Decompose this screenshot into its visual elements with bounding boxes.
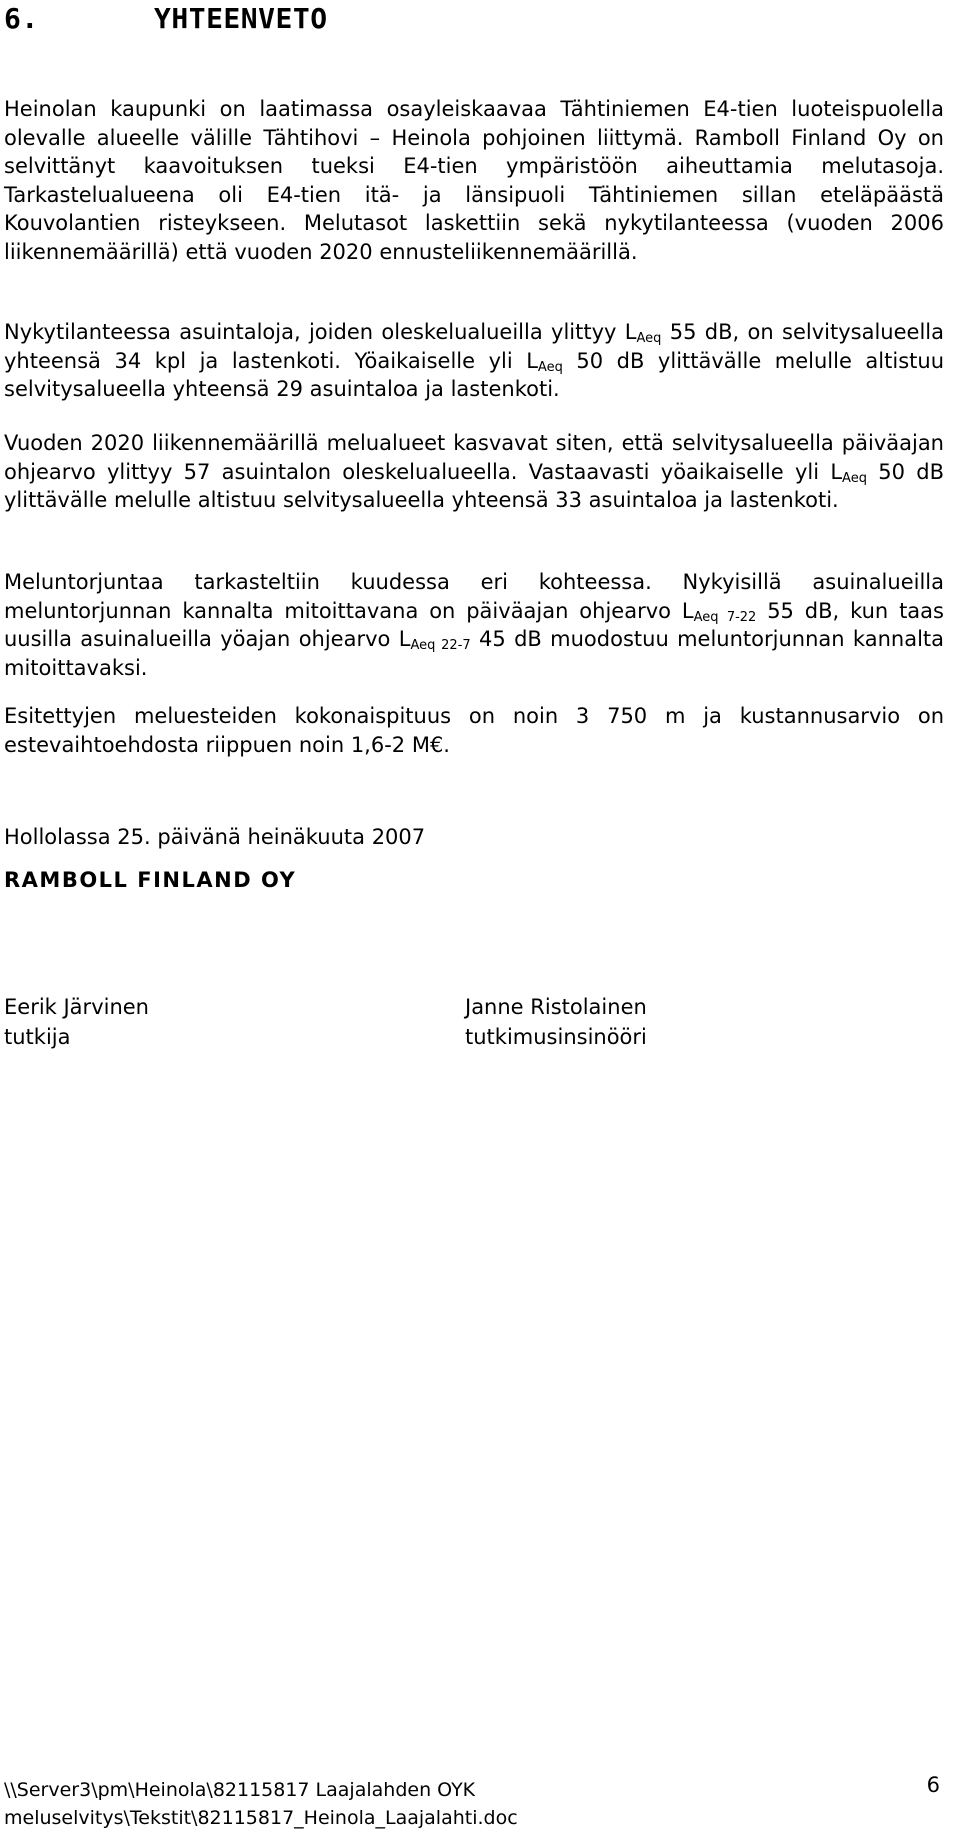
section-number: 6. [4,2,39,35]
signature-block [4,992,149,1052]
subscript: Aeq 22-7 [410,638,471,653]
footer-path-line: \\Server3\pm\Heinola\82115817 Laajalahden OYK [4,1779,476,1801]
subscript: Aeq [636,331,662,346]
page-number: 6 [926,1773,940,1797]
company-name: RAMBOLL FINLAND OY [4,868,297,892]
signature-block [465,992,647,1052]
footer-file-path [4,1776,518,1832]
text-segment: Meluntorjuntaa tarkasteltiin kuudessa eri kohteessa. Nykyisillä asuinalueilla meluntorjunnan kannalta mitoittavana on päiväajan ohjearvo L [4,570,944,623]
paragraph-current-situation [4,318,944,404]
text-segment: 55 dB, on selvitysalueella yhteensä 34 kpl ja lastenkoti. Yöaikaiselle yli L [4,320,944,373]
text-segment: 50 dB ylittävälle melulle altistuu selvitysalueella yhteensä 29 asuintaloa ja lastenkoti. [4,348,945,401]
footer-path-line: meluselvitys\Tekstit\82115817_Heinola_Laajalahti.doc [4,1807,518,1829]
text-segment: 55 dB, kun taas uusilla asuinalueilla yöajan ohjearvo L [4,598,944,651]
text-segment: Nykytilanteessa asuintaloja, joiden oleskelualueilla ylittyy L [4,320,637,344]
text-segment: Vuoden 2020 liikennemäärillä melualueet kasvavat siten, että selvitysalueella päiväajan ohjearvo ylittyy 57 asuintalon oleskelualueella. Vastaavasti yöaikaiselle yli L [4,431,944,484]
section-heading [4,2,328,35]
signatory-title: tutkija [4,1025,71,1049]
signatory-name: Janne Ristolainen [465,995,647,1019]
paragraph-intro: Heinolan kaupunki on laatimassa osayleiskaavaa Tähtiniemen E4-tien luoteispuolella olevalle alueelle välille Tähtihovi – Heinola pohjoinen liittymä. Ramboll Finland Oy on selvittänyt kaavoituksen tueksi E4-tien ympäristöön aiheuttamia melutasoja. Tarkastelualueena oli E4-tien itä- ja länsipuoli Tähtiniemen sillan eteläpäästä Kouvolantien risteykseen. Melutasot laskettiin sekä nykytilanteessa (vuoden 2006 liikennemäärillä) että vuoden 2020 ennusteliikennemäärillä. [4,97,944,264]
subscript: Aeq 7-22 [693,609,757,625]
paragraph-forecast-2020 [4,429,944,515]
subscript: Aeq [537,359,563,375]
text-segment: 45 dB muodostuu meluntorjunnan kannalta mitoittavaksi. [4,627,945,680]
date-line: Hollolassa 25. päivänä heinäkuuta 2007 [4,825,426,849]
text-segment: 50 dB ylittävälle melulle altistuu selvitysalueella yhteensä 33 asuintaloa ja lastenkoti. [4,459,944,512]
section-title: YHTEENVETO [154,2,328,35]
paragraph-barriers-cost: Esitettyjen meluesteiden kokonaispituus on noin 3 750 m ja kustannusarvio on estevaihtoehdosta riippuen noin 1,6-2 M€. [4,704,944,757]
subscript: Aeq [842,470,867,486]
paragraph-noise-control [4,568,944,682]
signatory-title: tutkimusinsinööri [465,1025,647,1049]
signatory-name: Eerik Järvinen [4,995,149,1019]
